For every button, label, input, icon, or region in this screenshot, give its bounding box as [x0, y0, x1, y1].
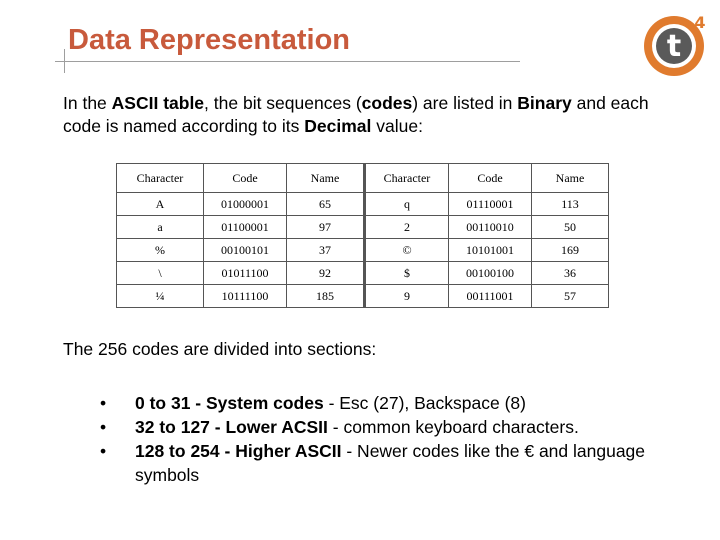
table-cell: 50 [532, 216, 609, 239]
logo-superscript: 4 [694, 13, 706, 32]
table-cell: 10111100 [204, 285, 287, 308]
table-cell: 01000001 [204, 193, 287, 216]
table-cell: 00111001 [449, 285, 532, 308]
table-row [117, 262, 609, 285]
intro-text: ) are listed in [412, 93, 518, 113]
list-item [100, 439, 660, 487]
table-row [117, 285, 609, 308]
table-cell: 10101001 [449, 239, 532, 262]
table-cell: 92 [287, 262, 365, 285]
table-cell: 01110001 [449, 193, 532, 216]
table-cell: 65 [287, 193, 365, 216]
section-range: 32 to 127 - Lower ACSII [135, 417, 328, 437]
header-cell: Name [532, 164, 609, 193]
sections-heading: The 256 codes are divided into sections: [63, 339, 377, 359]
logo-letter: t [666, 29, 682, 64]
table-cell: 01100001 [204, 216, 287, 239]
table-cell: 36 [532, 262, 609, 285]
table-cell: 2 [365, 216, 449, 239]
section-range: 0 to 31 - System codes [135, 393, 324, 413]
section-list [100, 391, 660, 487]
table-cell: 01011100 [204, 262, 287, 285]
table-cell: 37 [287, 239, 365, 262]
table-cell: A [117, 193, 204, 216]
header-cell: Character [365, 164, 449, 193]
list-item [100, 415, 660, 439]
header-cell: Code [204, 164, 287, 193]
header-cell: Character [117, 164, 204, 193]
slide-title: Data Representation [68, 24, 351, 56]
title-rule [55, 61, 520, 62]
table-row [117, 239, 609, 262]
intro-bold: Decimal [304, 116, 372, 136]
table-cell: ¼ [117, 285, 204, 308]
intro-text: and each code is named according to its [63, 93, 649, 136]
table-cell: 00100100 [449, 262, 532, 285]
table-cell: 113 [532, 193, 609, 216]
intro-text: In the [63, 93, 112, 113]
table-cell: \ [117, 262, 204, 285]
list-item [100, 391, 660, 415]
bullet-dot: • [100, 417, 107, 437]
table-cell: 97 [287, 216, 365, 239]
title-tick [64, 49, 65, 73]
table-row [117, 216, 609, 239]
table-cell: 57 [532, 285, 609, 308]
table-cell: 185 [287, 285, 365, 308]
intro-text: , the bit sequences ( [204, 93, 362, 113]
table-cell: © [365, 239, 449, 262]
table-cell: 00100101 [204, 239, 287, 262]
table-cell: $ [365, 262, 449, 285]
intro-bold: Binary [517, 93, 572, 113]
intro-bold: codes [361, 93, 413, 113]
section-desc: - Newer codes like the € and language symbols [135, 441, 646, 485]
table-cell: % [117, 239, 204, 262]
table-cell: q [365, 193, 449, 216]
header-cell: Code [449, 164, 532, 193]
table-cell: 00110010 [449, 216, 532, 239]
section-range: 128 to 254 - Higher ASCII [135, 441, 342, 461]
table-row [117, 193, 609, 216]
bullet-dot: • [100, 393, 107, 413]
header-cell: Name [287, 164, 365, 193]
table-cell: 169 [532, 239, 609, 262]
t4-logo [640, 8, 712, 80]
intro-paragraph [63, 92, 663, 138]
table-header-row [117, 164, 609, 193]
section-desc: - common keyboard characters. [327, 417, 579, 437]
ascii-table [116, 163, 609, 308]
intro-text: value: [371, 116, 423, 136]
bullet-dot: • [100, 441, 107, 461]
table-cell: a [117, 216, 204, 239]
intro-bold: ASCII table [111, 93, 205, 113]
section-desc: - Esc (27), Backspace (8) [323, 393, 526, 413]
table-cell: 9 [365, 285, 449, 308]
